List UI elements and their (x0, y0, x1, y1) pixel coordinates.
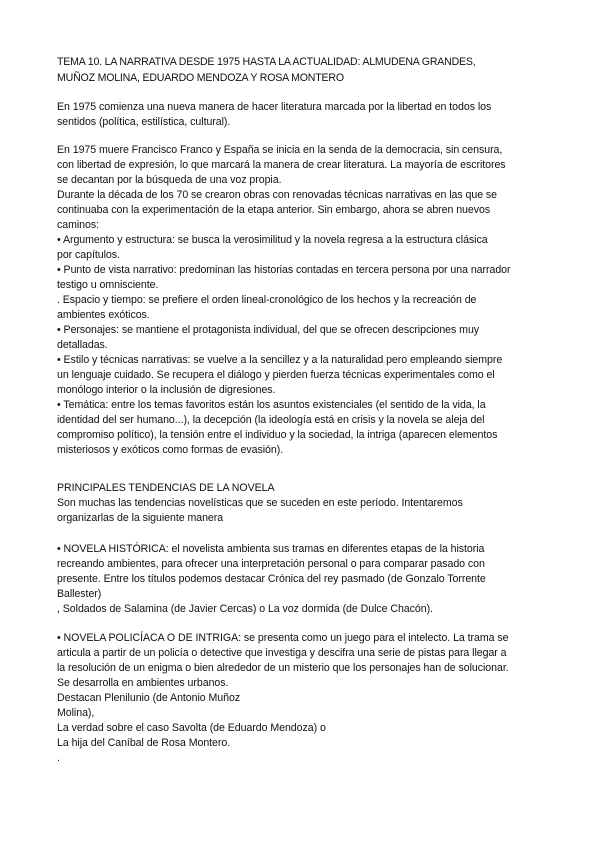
context-line: Durante la década de los 70 se crearon obras con renovadas técnicas narrativas en las que se (57, 189, 498, 201)
feature-bullet-line: identidad del ser humano...), la decepción (la ideología está en crisis y la novela se aleja del (57, 414, 485, 426)
feature-bullet-line: ambientes exóticos. (57, 309, 150, 321)
document-title-line-2: MUÑOZ MOLINA, EDUARDO MENDOZA Y ROSA MONTERO (57, 72, 344, 84)
policiaca-line: • NOVELA POLICÍACA O DE INTRIGA: se presenta como un juego para el intelecto. La trama se (57, 632, 509, 644)
policiaca-line: La hija del Caníbal de Rosa Montero. (57, 737, 231, 749)
feature-bullet-line: . Espacio y tiempo: se prefiere el orden lineal-cronológico de los hechos y la recreación de (57, 294, 477, 306)
feature-bullet-line: detalladas. (57, 339, 108, 351)
historica-line: presente. Entre los títulos podemos destacar Crónica del rey pasmado (de Gonzalo Torrente (57, 573, 486, 585)
policiaca-line: Destacan Plenilunio (de Antonio Muñoz (57, 692, 241, 704)
policiaca-line: Se desarrolla en ambientes urbanos. (57, 677, 229, 689)
feature-bullet-line: por capítulos. (57, 249, 120, 261)
feature-bullet-line: • Argumento y estructura: se busca la verosimilitud y la novela regresa a la estructura clásica (57, 234, 488, 246)
feature-bullet-line: • Punto de vista narrativo: predominan las historias contadas en tercera persona por una narrador (57, 264, 511, 276)
context-line: caminos: (57, 219, 99, 231)
policiaca-line: La verdad sobre el caso Savolta (de Eduardo Mendoza) o (57, 722, 326, 734)
feature-bullet-line: misteriosos y exóticos como formas de evasión). (57, 444, 284, 456)
policiaca-line: . (57, 752, 60, 764)
historica-line: , Soldados de Salamina (de Javier Cercas) o La voz dormida (de Dulce Chacón). (57, 603, 433, 615)
feature-bullet-line: testigo u omnisciente. (57, 279, 159, 291)
intro-line: En 1975 comienza una nueva manera de hacer literatura marcada por la libertad en todos los (57, 101, 492, 113)
feature-bullet-line: un lenguaje cuidado. Se recupera el diálogo y pierden fuerza técnicas experimentales como el (57, 369, 495, 381)
historica-line: • NOVELA HISTÓRICA: el novelista ambienta sus tramas en diferentes etapas de la historia (57, 543, 485, 555)
feature-bullet-line: • Temática: entre los temas favoritos están los asuntos existenciales (el sentido de la vida, la (57, 399, 486, 411)
tendencias-line: organizarlas de la siguiente manera (57, 512, 224, 524)
policiaca-line: la resolución de un enigma o bien alrededor de un misterio que los personajes han de solucionar. (57, 662, 509, 674)
policiaca-line: Molina), (57, 707, 95, 719)
intro-line: sentidos (política, estilística, cultural). (57, 116, 231, 128)
context-line: continuaba con la experimentación de la etapa anterior. Sin embargo, ahora se abren nuevos (57, 204, 491, 216)
feature-bullet-line: • Estilo y técnicas narrativas: se vuelve a la sencillez y a la naturalidad pero empleando siempre (57, 354, 503, 366)
historica-line: Ballester) (57, 588, 102, 600)
context-line: En 1975 muere Francisco Franco y España se inicia en la senda de la democracia, sin censura, (57, 144, 503, 156)
feature-bullet-line: compromiso político), la tensión entre el individuo y la sociedad, la intriga (aparecen elementos (57, 429, 498, 441)
tendencias-line: Son muchas las tendencias novelísticas que se suceden en este período. Intentaremos (57, 497, 463, 509)
section-heading-tendencias: PRINCIPALES TENDENCIAS DE LA NOVELA (57, 482, 275, 494)
context-line: con libertad de expresión, lo que marcará la manera de crear literatura. La mayoría de escritores (57, 159, 506, 171)
policiaca-line: articula a partir de un policía o detective que investiga y descifra una serie de pistas para llegar a (57, 647, 507, 659)
feature-bullet-line: • Personajes: se mantiene el protagonista individual, del que se ofrecen descripciones muy (57, 324, 480, 336)
document-title-line-1: TEMA 10. LA NARRATIVA DESDE 1975 HASTA LA ACTUALIDAD: ALMUDENA GRANDES, (57, 56, 476, 68)
context-line: se decantan por la búsqueda de una voz propia. (57, 174, 282, 186)
feature-bullet-line: monólogo interior o la inclusión de digresiones. (57, 384, 276, 396)
historica-line: recreando ambientes, para ofrecer una interpretación personal o para comparar pasado con (57, 558, 485, 570)
